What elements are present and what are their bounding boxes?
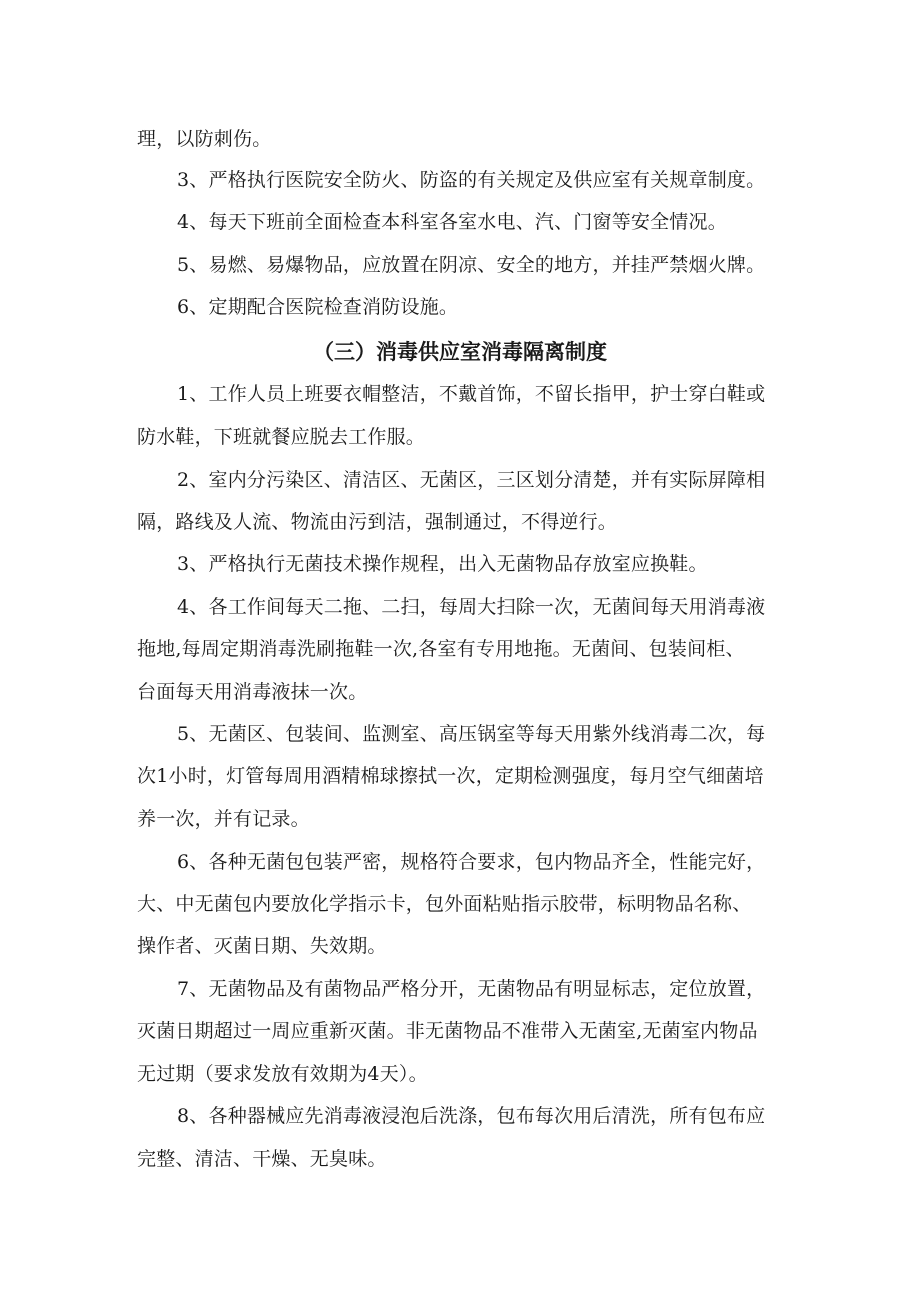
item-7-line-2: 灭菌日期超过一周应重新灭菌。非无菌物品不准带入无菌室,无菌室内物品 bbox=[137, 1020, 758, 1042]
item-6-line-3: 操作者、灭菌日期、失效期。 bbox=[137, 935, 387, 957]
paragraph-line: 5、易燃、易爆物品，应放置在阴凉、安全的地方，并挂严禁烟火牌。 bbox=[177, 254, 766, 276]
item-4-line-3: 台面每天用消毒液抹一次。 bbox=[137, 681, 368, 703]
item-7-line-1: 7、无菌物品及有菌物品严格分开，无菌物品有明显标志，定位放置， bbox=[177, 978, 766, 1000]
item-2-line-1: 2、室内分污染区、清洁区、无菌区，三区划分清楚，并有实际屏障相 bbox=[177, 469, 766, 491]
item-6-line-1: 6、各种无菌包包装严密，规格符合要求，包内物品齐全，性能完好， bbox=[177, 851, 766, 873]
paragraph-line: 6、定期配合医院检查消防设施。 bbox=[177, 296, 459, 318]
item-4-line-1: 4、各工作间每天二拖、二扫，每周大扫除一次，无菌间每天用消毒液 bbox=[177, 596, 766, 618]
item-7-line-3: 无过期（要求发放有效期为4天）。 bbox=[137, 1063, 428, 1085]
item-5-line-2: 次1小时，灯管每周用酒精棉球擦拭一次，定期检测强度，每月空气细菌培 bbox=[137, 765, 764, 787]
item-5-line-1: 5、无菌区、包装间、监测室、高压锅室等每天用紫外线消毒二次，每 bbox=[177, 723, 766, 745]
item-3-line-1: 3、严格执行无菌技术操作规程，出入无菌物品存放室应换鞋。 bbox=[177, 553, 708, 575]
paragraph-line: 4、每天下班前全面检查本科室各室水电、汽、门窗等安全情况。 bbox=[177, 211, 727, 233]
item-8-line-1: 8、各种器械应先消毒液浸泡后洗涤，包布每次用后清洗，所有包布应 bbox=[177, 1105, 766, 1127]
item-8-line-2: 完整、清洁、干燥、无臭味。 bbox=[137, 1148, 387, 1170]
section-title: （三）消毒供应室消毒隔离制度 bbox=[313, 340, 607, 364]
item-2-line-2: 隔，路线及人流、物流由污到洁，强制通过，不得逆行。 bbox=[137, 511, 618, 533]
item-4-line-2: 拖地,每周定期消毒洗刷拖鞋一次,各室有专用地拖。无菌间、包装间柜、 bbox=[137, 638, 745, 660]
paragraph-line: 3、严格执行医院安全防火、防盗的有关规定及供应室有关规章制度。 bbox=[177, 169, 766, 191]
paragraph-line: 理，以防刺伤。 bbox=[137, 128, 272, 150]
item-6-line-2: 大、中无菌包内要放化学指示卡，包外面粘贴指示胶带，标明物品名称、 bbox=[137, 893, 752, 915]
item-5-line-3: 养一次，并有记录。 bbox=[137, 808, 310, 830]
item-1-line-2: 防水鞋，下班就餐应脱去工作服。 bbox=[137, 426, 426, 448]
item-1-line-1: 1、工作人员上班要衣帽整洁，不戴首饰，不留长指甲，护士穿白鞋或 bbox=[177, 383, 766, 405]
